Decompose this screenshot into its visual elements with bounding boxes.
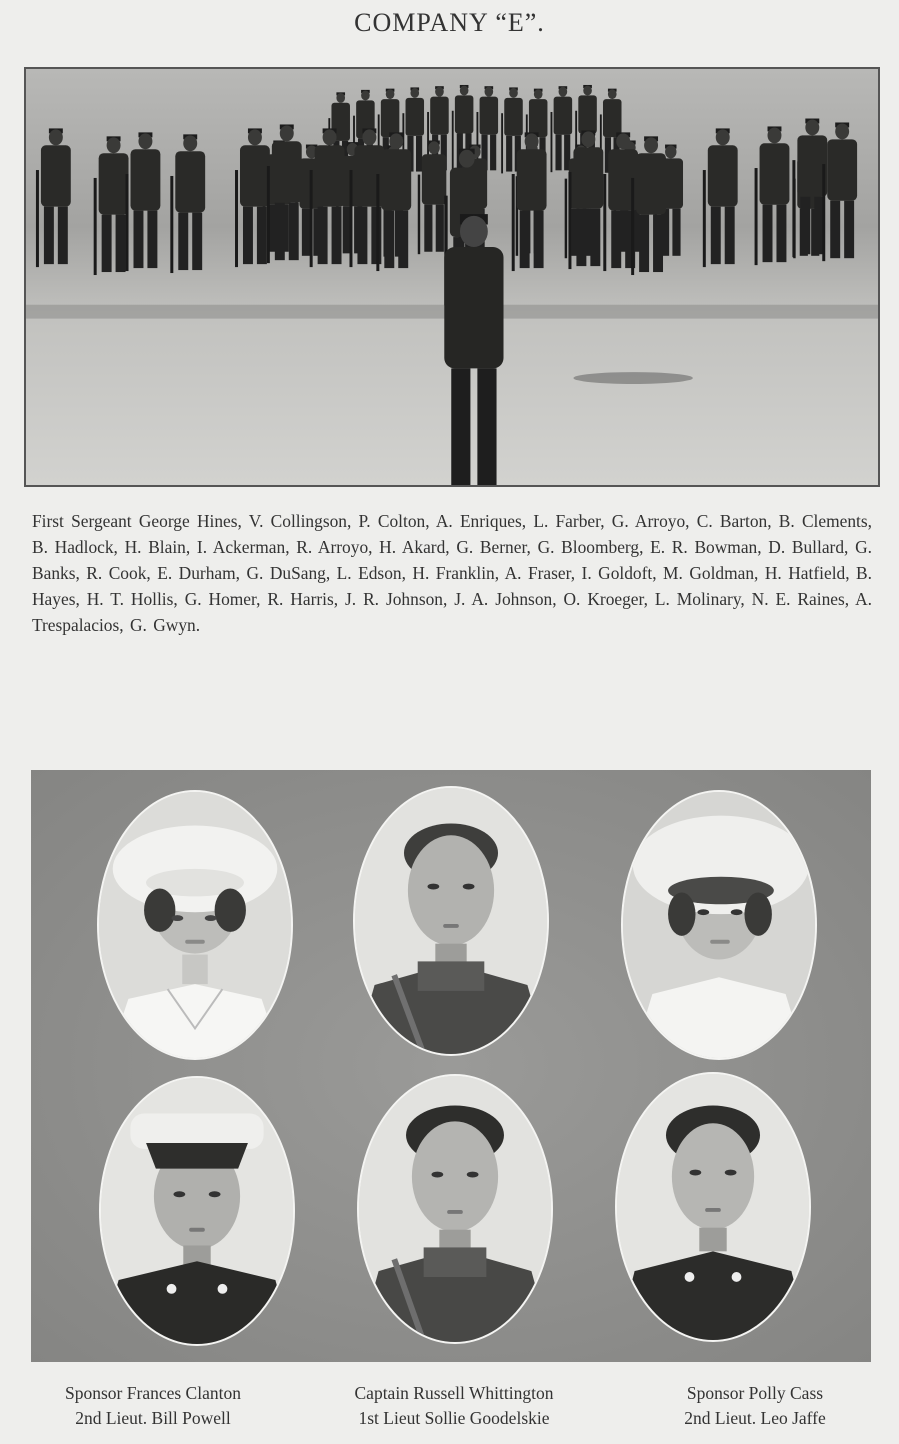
woman-portrait-image <box>623 792 815 1058</box>
man-portrait-image <box>617 1074 809 1340</box>
caption-left <box>3 1381 303 1431</box>
group-photo-image <box>26 69 878 485</box>
portrait-sponsor-polly-cass <box>621 790 817 1060</box>
portrait-sponsor-frances-clanton <box>97 790 293 1060</box>
woman-portrait-image <box>99 792 291 1058</box>
caption-right-line1: Sponsor Polly Cass <box>686 1383 824 1403</box>
caption-right <box>605 1381 899 1431</box>
caption-right-line2: 2nd Lieut. Leo Jaffe <box>684 1408 826 1428</box>
company-group-photo <box>24 67 880 487</box>
caption-center-line2: 1st Lieut Sollie Goodelskie <box>358 1408 550 1428</box>
portrait-panel <box>31 770 871 1362</box>
portrait-2nd-lieut-bill-powell <box>99 1076 295 1346</box>
roster-names: First Sergeant George Hines, V. Collingson, P. Colton, A. Enriques, L. Farber, G. Arroyo, C. Barton, B. Clements, B. Hadlock, H. Blain, I. Ackerman, R. Arroyo, H. Akard, G. Berner, G. Bloomberg, E. R. Bowman, D. Bullard, G. Banks, R. Cook, E. Durham, G. DuSang, L. Edson, H. Franklin, A. Fraser, I. Goldoft, M. Goldman, H. Hatfield, B. Hayes, H. T. Hollis, G. Homer, R. Harris, J. R. Johnson, J. A. Johnson, O. Kroeger, L. Molinary, N. E. Raines, A. Trespalacios, G. Gwyn. <box>32 511 872 635</box>
caption-left-line2: 2nd Lieut. Bill Powell <box>75 1408 231 1428</box>
portrait-1st-lieut-sollie-goodelskie <box>357 1074 553 1344</box>
page-title: COMPANY “E”. <box>354 8 545 37</box>
man-portrait-image <box>355 788 547 1054</box>
man-portrait-image <box>101 1078 293 1344</box>
portrait-2nd-lieut-leo-jaffe <box>615 1072 811 1342</box>
caption-center-line1: Captain Russell Whittington <box>354 1383 554 1403</box>
man-portrait-image <box>359 1076 551 1342</box>
caption-left-line1: Sponsor Frances Clanton <box>65 1383 241 1403</box>
portrait-captain-russell-whittington <box>353 786 549 1056</box>
caption-center <box>304 1381 604 1431</box>
